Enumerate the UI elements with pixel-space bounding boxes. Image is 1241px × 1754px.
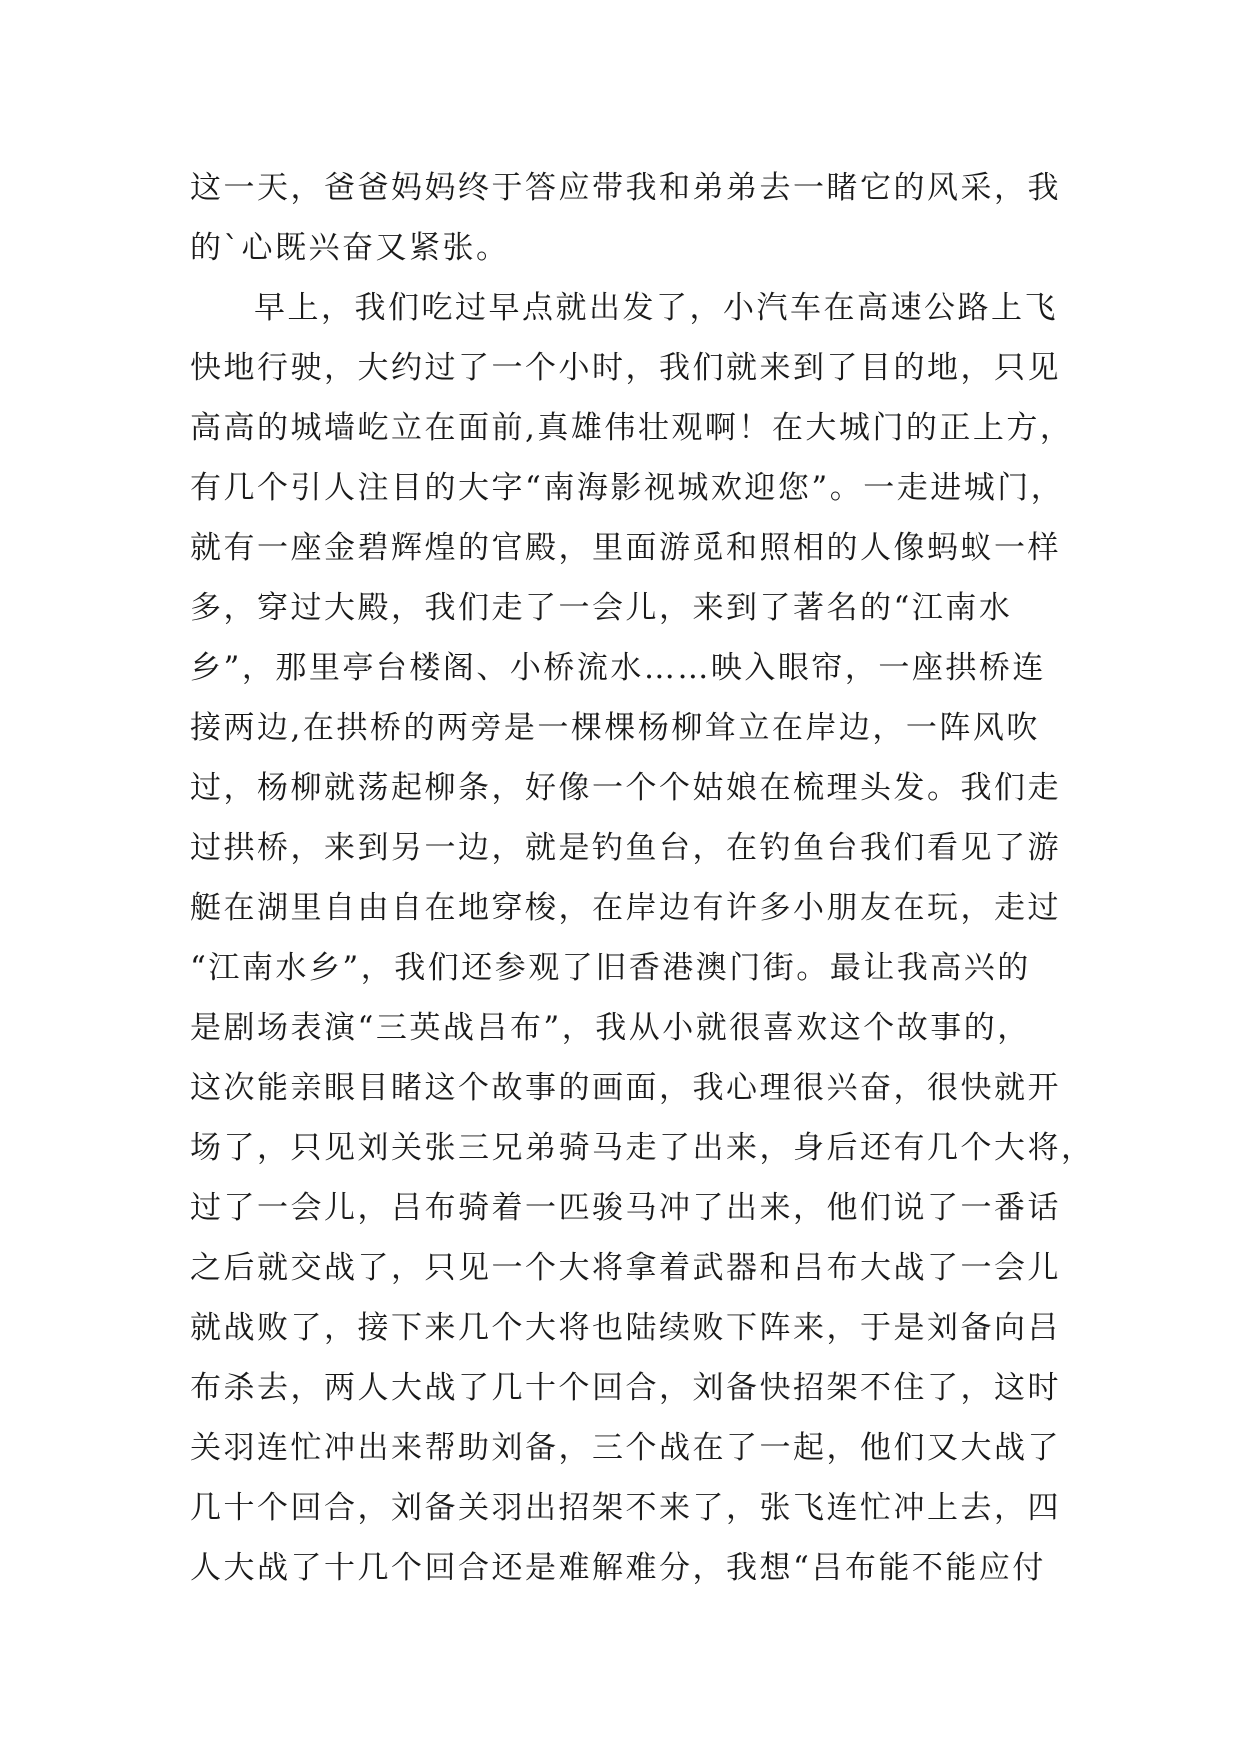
text-line: 之后就交战了，只见一个大将拿着武器和吕布大战了一会儿 — [190, 1250, 1061, 1286]
text-line: 接两边,在拱桥的两旁是一棵棵杨柳耸立在岸边，一阵风吹 — [190, 710, 1040, 746]
text-line: 这次能亲眼目睹这个故事的画面，我心理很兴奋，很快就开 — [190, 1070, 1061, 1106]
text-line: 布杀去，两人大战了几十个回合，刘备快招架不住了，这时 — [190, 1370, 1061, 1406]
text-line: 这一天，爸爸妈妈终于答应带我和弟弟去一睹它的风采，我 — [190, 170, 1061, 206]
text-line: 乡”，那里亭台楼阁、小桥流水……映入眼帘，一座拱桥连 — [190, 650, 1046, 686]
text-line: 关羽连忙冲出来帮助刘备，三个战在了一起，他们又大战了 — [190, 1430, 1061, 1466]
text-line: 艇在湖里自由自在地穿梭，在岸边有许多小朋友在玩，走过 — [190, 890, 1061, 926]
text-line: 场了，只见刘关张三兄弟骑马走了出来，身后还有几个大将， — [190, 1130, 1095, 1166]
paragraph-start-line: 早上，我们吃过早点就出发了，小汽车在高速公路上飞 — [254, 290, 1058, 326]
text-line: 就有一座金碧辉煌的官殿，里面游觅和照相的人像蚂蚁一样 — [190, 530, 1061, 566]
text-line: 几十个回合，刘备关羽出招架不来了，张飞连忙冲上去，四 — [190, 1490, 1061, 1526]
text-line: 高高的城墙屹立在面前,真雄伟壮观啊！在大城门的正上方， — [190, 410, 1074, 446]
text-line: 过拱桥，来到另一边，就是钓鱼台，在钓鱼台我们看见了游 — [190, 830, 1061, 866]
text-line: 多，穿过大殿，我们走了一会儿，来到了著名的“江南水 — [190, 590, 1013, 626]
text-line: 人大战了十几个回合还是难解难分，我想“吕布能不能应付 — [190, 1550, 1046, 1586]
text-line: 有几个引人注目的大字“南海影视城欢迎您”。一走进城门， — [190, 470, 1065, 506]
text-line: 过，杨柳就荡起柳条，好像一个个姑娘在梳理头发。我们走 — [190, 770, 1061, 806]
text-line: 快地行驶，大约过了一个小时，我们就来到了目的地，只见 — [190, 350, 1061, 386]
essay-text — [190, 158, 1095, 1598]
text-line: 是剧场表演“三英战吕布”，我从小就很喜欢这个故事的， — [190, 1010, 1031, 1046]
text-line: 的`心既兴奋又紧张。 — [190, 230, 510, 266]
text-line: 过了一会儿，吕布骑着一匹骏马冲了出来，他们说了一番话 — [190, 1190, 1061, 1226]
text-line: “江南水乡”，我们还参观了旧香港澳门街。最让我高兴的 — [190, 950, 1031, 986]
text-line: 就战败了，接下来几个大将也陆续败下阵来，于是刘备向吕 — [190, 1310, 1061, 1346]
